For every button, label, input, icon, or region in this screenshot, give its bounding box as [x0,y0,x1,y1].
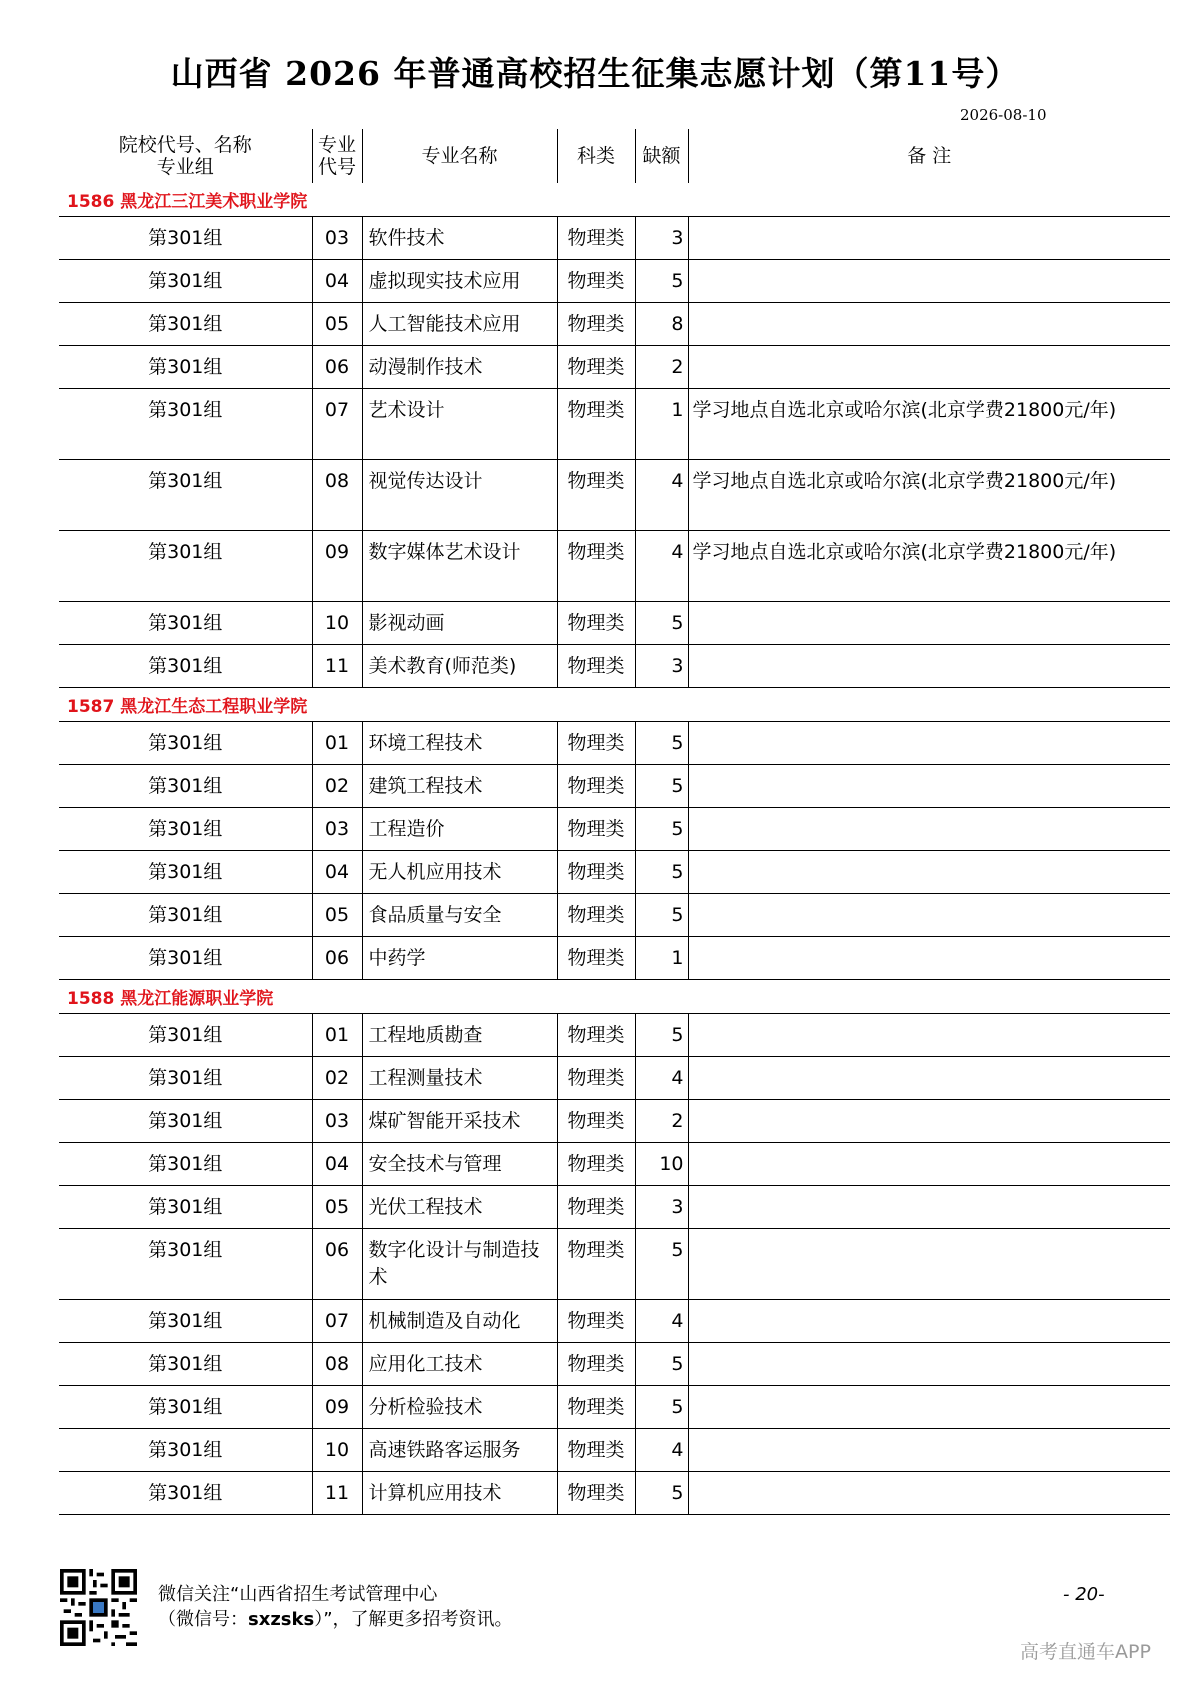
group-cell: 第301组 [59,765,312,808]
major-cell: 美术教育(师范类) [362,645,557,688]
major-cell: 机械制造及自动化 [362,1300,557,1343]
header-major: 专业名称 [362,129,557,183]
table-row [59,1186,1170,1229]
code-cell: 03 [312,217,362,260]
quota-cell: 5 [635,765,688,808]
group-cell: 第301组 [59,531,312,602]
code-cell: 01 [312,722,362,765]
major-cell: 建筑工程技术 [362,765,557,808]
note-cell [688,851,1170,894]
major-cell: 工程造价 [362,808,557,851]
note-cell [688,1014,1170,1057]
table-row [59,722,1170,765]
code-cell: 04 [312,1143,362,1186]
table-row [59,602,1170,645]
quota-cell: 1 [635,389,688,460]
major-cell: 无人机应用技术 [362,851,557,894]
major-cell: 人工智能技术应用 [362,303,557,346]
category-cell: 物理类 [557,645,635,688]
quota-cell: 4 [635,460,688,531]
major-cell: 中药学 [362,937,557,980]
note-cell [688,937,1170,980]
category-cell: 物理类 [557,808,635,851]
code-cell: 05 [312,303,362,346]
table-row [59,260,1170,303]
institution-row [59,980,1170,1014]
major-cell: 分析检验技术 [362,1386,557,1429]
quota-cell: 10 [635,1143,688,1186]
note-cell [688,1100,1170,1143]
category-cell: 物理类 [557,722,635,765]
table-row [59,851,1170,894]
category-cell: 物理类 [557,1429,635,1472]
table-row [59,1014,1170,1057]
group-cell: 第301组 [59,937,312,980]
category-cell: 物理类 [557,1014,635,1057]
code-cell: 10 [312,1429,362,1472]
table-row [59,460,1170,531]
note-cell [688,1386,1170,1429]
note-cell [688,1143,1170,1186]
header-group: 院校代号、名称 专业组 [118,134,252,178]
code-cell: 06 [312,1229,362,1300]
table-row [59,894,1170,937]
note-cell [688,894,1170,937]
major-cell: 数字化设计与制造技术 [362,1229,557,1300]
group-cell: 第301组 [59,722,312,765]
major-cell: 视觉传达设计 [362,460,557,531]
header-note: 备 注 [688,129,1170,183]
table-row [59,346,1170,389]
quota-cell: 3 [635,217,688,260]
note-cell [688,260,1170,303]
note-cell [688,645,1170,688]
quota-cell: 5 [635,808,688,851]
group-cell: 第301组 [59,645,312,688]
group-cell: 第301组 [59,1057,312,1100]
footer-line-2 [158,1607,513,1632]
note-cell [688,1057,1170,1100]
note-cell [688,602,1170,645]
table-row [59,1386,1170,1429]
table-row [59,389,1170,460]
header-quota: 缺额 [635,129,688,183]
footer-line-2-prefix: （微信号： [158,1609,248,1630]
category-cell: 物理类 [557,303,635,346]
note-cell [688,346,1170,389]
table-row [59,645,1170,688]
quota-cell: 4 [635,1429,688,1472]
note-cell [688,217,1170,260]
code-cell: 09 [312,1386,362,1429]
major-cell: 艺术设计 [362,389,557,460]
group-cell: 第301组 [59,1429,312,1472]
code-cell: 07 [312,389,362,460]
code-cell: 02 [312,765,362,808]
quota-cell: 5 [635,260,688,303]
major-cell: 安全技术与管理 [362,1143,557,1186]
code-cell: 06 [312,346,362,389]
category-cell: 物理类 [557,260,635,303]
note-cell [688,765,1170,808]
table-row [59,1300,1170,1343]
table-row [59,531,1170,602]
major-cell: 应用化工技术 [362,1343,557,1386]
group-cell: 第301组 [59,460,312,531]
group-cell: 第301组 [59,1343,312,1386]
code-cell: 04 [312,851,362,894]
code-cell: 07 [312,1300,362,1343]
category-cell: 物理类 [557,1229,635,1300]
table-row [59,937,1170,980]
category-cell: 物理类 [557,1143,635,1186]
group-cell: 第301组 [59,1300,312,1343]
quota-cell: 1 [635,937,688,980]
note-cell: 学习地点自选北京或哈尔滨(北京学费21800元/年) [688,531,1170,602]
note-cell [688,1472,1170,1515]
enrollment-plan-table [59,129,1170,1515]
category-cell: 物理类 [557,1100,635,1143]
category-cell: 物理类 [557,937,635,980]
note-cell [688,808,1170,851]
category-cell: 物理类 [557,1057,635,1100]
quota-cell: 5 [635,722,688,765]
major-cell: 计算机应用技术 [362,1472,557,1515]
category-cell: 物理类 [557,1300,635,1343]
code-cell: 06 [312,937,362,980]
category-cell: 物理类 [557,217,635,260]
group-cell: 第301组 [59,894,312,937]
group-cell: 第301组 [59,1100,312,1143]
category-cell: 物理类 [557,894,635,937]
category-cell: 物理类 [557,460,635,531]
group-cell: 第301组 [59,1143,312,1186]
quota-cell: 5 [635,851,688,894]
table-row [59,1100,1170,1143]
quota-cell: 5 [635,894,688,937]
code-cell: 11 [312,1472,362,1515]
quota-cell: 4 [635,531,688,602]
group-cell: 第301组 [59,346,312,389]
table-header-row [59,129,1170,183]
group-cell: 第301组 [59,602,312,645]
quota-cell: 8 [635,303,688,346]
quota-cell: 5 [635,1014,688,1057]
note-cell: 学习地点自选北京或哈尔滨(北京学费21800元/年) [688,460,1170,531]
major-cell: 虚拟现实技术应用 [362,260,557,303]
header-code: 专业 代号 [312,129,362,183]
note-cell [688,1186,1170,1229]
category-cell: 物理类 [557,1186,635,1229]
watermark: 高考直通车APP [1020,1641,1151,1663]
category-cell: 物理类 [557,346,635,389]
code-cell: 04 [312,260,362,303]
table-row [59,765,1170,808]
table-row [59,808,1170,851]
quota-cell: 5 [635,602,688,645]
group-cell: 第301组 [59,1014,312,1057]
quota-cell: 4 [635,1300,688,1343]
group-cell: 第301组 [59,303,312,346]
group-cell: 第301组 [59,217,312,260]
group-cell: 第301组 [59,1229,312,1300]
code-cell: 03 [312,808,362,851]
table-row [59,1229,1170,1300]
category-cell: 物理类 [557,1472,635,1515]
table-row [59,1143,1170,1186]
major-cell: 工程测量技术 [362,1057,557,1100]
code-cell: 05 [312,1186,362,1229]
code-cell: 09 [312,531,362,602]
major-cell: 软件技术 [362,217,557,260]
category-cell: 物理类 [557,851,635,894]
note-cell [688,1300,1170,1343]
quota-cell: 3 [635,645,688,688]
table-row [59,303,1170,346]
qr-code-icon [60,1569,137,1646]
institution-row [59,688,1170,722]
quota-cell: 5 [635,1386,688,1429]
note-cell [688,1343,1170,1386]
group-cell: 第301组 [59,389,312,460]
code-cell: 08 [312,460,362,531]
table-row [59,1429,1170,1472]
code-cell: 03 [312,1100,362,1143]
group-cell: 第301组 [59,851,312,894]
footer-line-1: 微信关注“山西省招生考试管理中心 [158,1584,438,1605]
category-cell: 物理类 [557,1386,635,1429]
quota-cell: 5 [635,1343,688,1386]
institution-row [59,183,1170,217]
note-cell [688,1429,1170,1472]
institution-name: 1587 黑龙江生态工程职业学院 [59,688,1170,722]
page-number: - 20- [1063,1584,1105,1605]
group-cell: 第301组 [59,808,312,851]
wechat-id: sxzsks [248,1609,315,1630]
table-body [59,183,1170,1515]
table-row [59,1472,1170,1515]
code-cell: 11 [312,645,362,688]
quota-cell: 3 [635,1186,688,1229]
category-cell: 物理类 [557,765,635,808]
major-cell: 环境工程技术 [362,722,557,765]
header-category: 科类 [557,129,635,183]
note-cell [688,303,1170,346]
note-cell [688,1229,1170,1300]
quota-cell: 2 [635,346,688,389]
note-cell: 学习地点自选北京或哈尔滨(北京学费21800元/年) [688,389,1170,460]
institution-name: 1586 黑龙江三江美术职业学院 [59,183,1170,217]
table-row [59,217,1170,260]
major-cell: 数字媒体艺术设计 [362,531,557,602]
major-cell: 影视动画 [362,602,557,645]
code-cell: 08 [312,1343,362,1386]
group-cell: 第301组 [59,1386,312,1429]
major-cell: 煤矿智能开采技术 [362,1100,557,1143]
category-cell: 物理类 [557,531,635,602]
major-cell: 动漫制作技术 [362,346,557,389]
major-cell: 高速铁路客运服务 [362,1429,557,1472]
group-cell: 第301组 [59,1186,312,1229]
code-cell: 01 [312,1014,362,1057]
quota-cell: 2 [635,1100,688,1143]
code-cell: 10 [312,602,362,645]
page-title: 山西省 2026 年普通高校招生征集志愿计划（第11号） [170,54,1020,93]
category-cell: 物理类 [557,602,635,645]
footer-line-2-suffix: ）”，了解更多招考资讯。 [314,1609,513,1630]
table-row [59,1057,1170,1100]
quota-cell: 4 [635,1057,688,1100]
major-cell: 食品质量与安全 [362,894,557,937]
category-cell: 物理类 [557,1343,635,1386]
code-cell: 05 [312,894,362,937]
group-cell: 第301组 [59,260,312,303]
table-row [59,1343,1170,1386]
group-cell: 第301组 [59,1472,312,1515]
issue-date: 2026-08-10 [960,106,1047,124]
code-cell: 02 [312,1057,362,1100]
quota-cell: 5 [635,1472,688,1515]
footer-notice [158,1582,513,1632]
quota-cell: 5 [635,1229,688,1300]
institution-name: 1588 黑龙江能源职业学院 [59,980,1170,1014]
major-cell: 光伏工程技术 [362,1186,557,1229]
major-cell: 工程地质勘查 [362,1014,557,1057]
category-cell: 物理类 [557,389,635,460]
note-cell [688,722,1170,765]
